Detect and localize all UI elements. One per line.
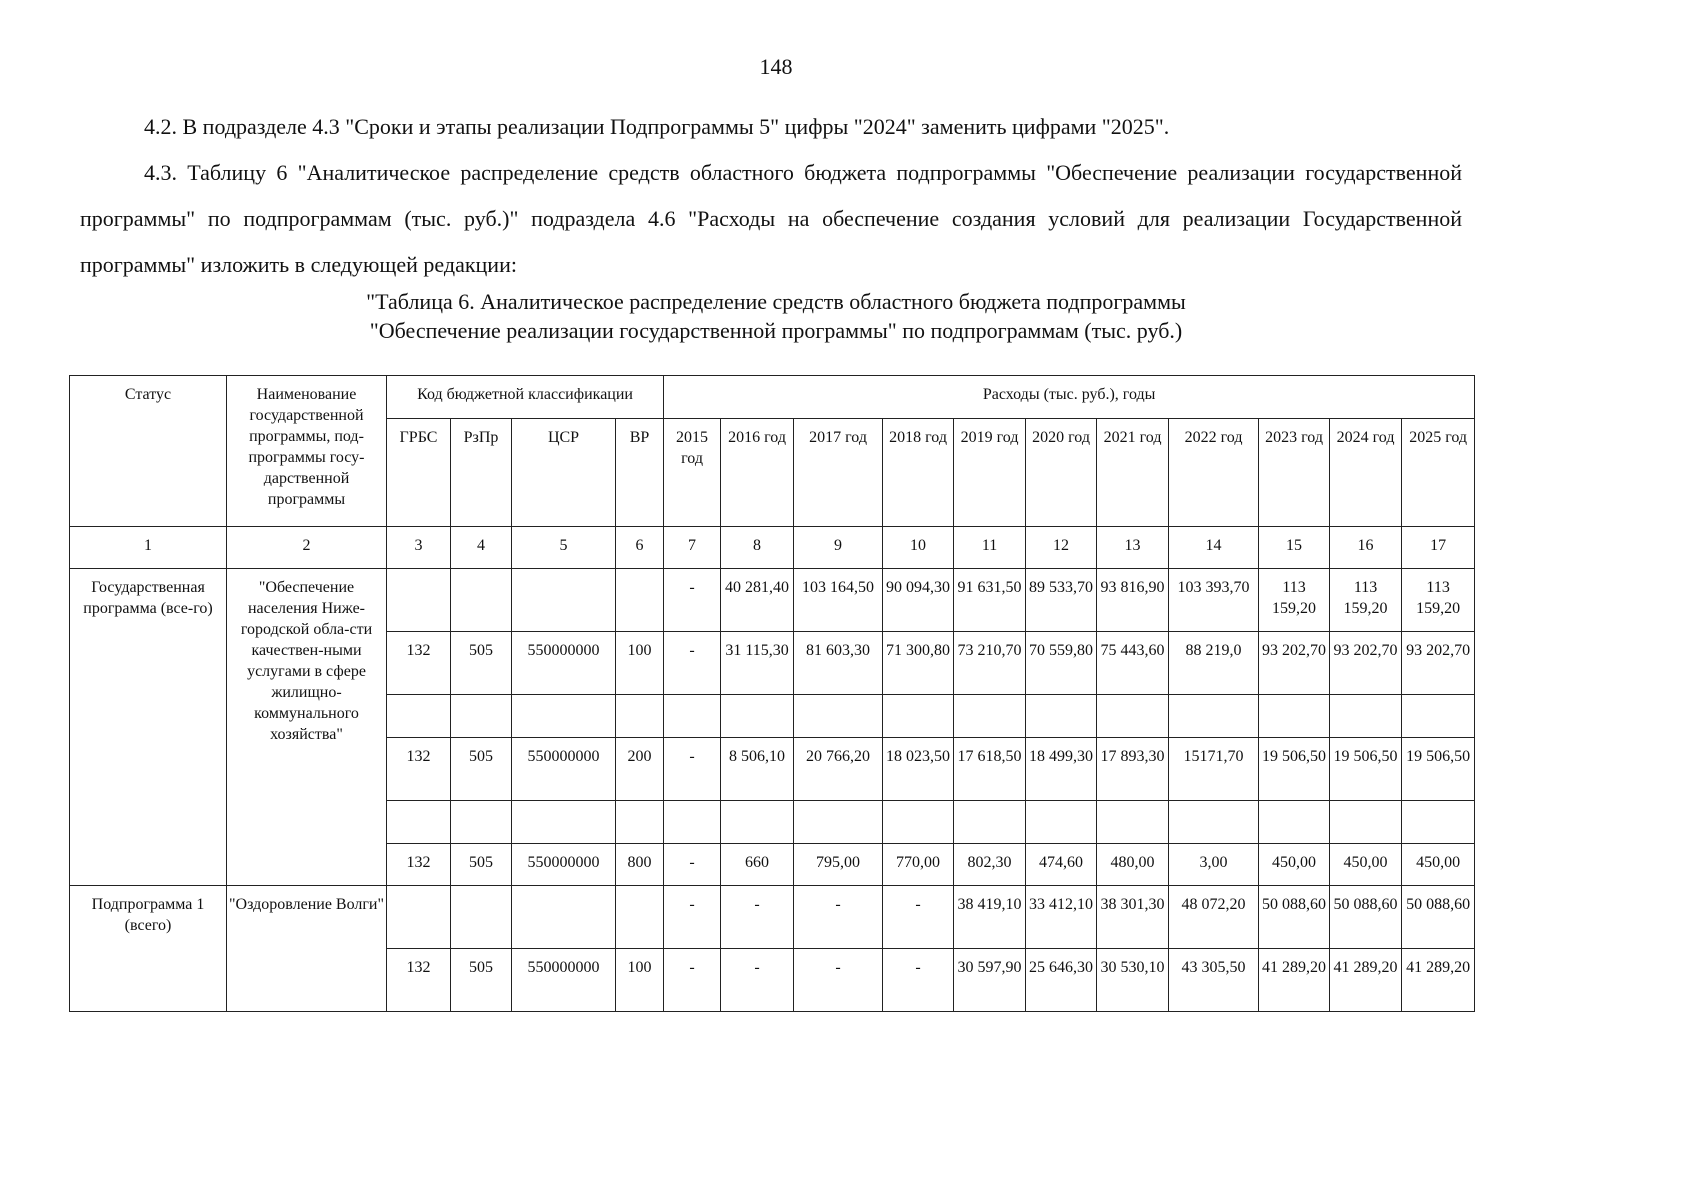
column-number-cell: 4 [451,527,512,569]
row-value-cell [1097,695,1169,738]
row-value-cell: 71 300,80 [883,632,954,695]
row-value-cell: - [794,949,883,1012]
paragraph-4-2: 4.2. В подразделе 4.3 "Сроки и этапы реализации Подпрограммы 5" цифры "2024" заменить цифрами "2025". [144,114,1170,139]
row-value-cell: 19 506,50 [1259,738,1330,801]
row-vr-cell: 200 [616,738,664,801]
row-value-cell: 15171,70 [1169,738,1259,801]
row-value-cell: 50 088,60 [1402,886,1475,949]
row-rzpr-cell: 505 [451,632,512,695]
row-value-cell: - [883,886,954,949]
row-value-cell: 41 289,20 [1402,949,1475,1012]
row-value-cell [883,695,954,738]
header-year-cell: 2020 год [1026,419,1097,527]
row-csr-cell: 550000000 [512,632,616,695]
row-value-cell [664,801,721,844]
row-value-cell: 17 618,50 [954,738,1026,801]
row-rzpr-cell: 505 [451,949,512,1012]
row-value-cell: 93 202,70 [1259,632,1330,695]
row-csr-cell: 550000000 [512,949,616,1012]
row-value-cell [1026,801,1097,844]
row-value-cell: 50 088,60 [1330,886,1402,949]
row-value-cell: - [664,844,721,886]
column-number-cell: 3 [387,527,451,569]
row-value-cell: - [721,886,794,949]
row-value-cell: 75 443,60 [1097,632,1169,695]
row-value-cell: 450,00 [1259,844,1330,886]
row-value-cell [721,801,794,844]
header-year-cell: 2024 год [1330,419,1402,527]
column-number-cell: 16 [1330,527,1402,569]
row-value-cell: 70 559,80 [1026,632,1097,695]
row-value-cell: 50 088,60 [1259,886,1330,949]
header-kbk-cell: РзПр [451,419,512,527]
row-value-cell [1097,801,1169,844]
header-year-cell: 2022 год [1169,419,1259,527]
row-name-cell: "Оздоровление Волги" [227,886,387,1012]
header-kbk-cell: ГРБС [387,419,451,527]
column-number-cell: 8 [721,527,794,569]
column-number-cell: 17 [1402,527,1475,569]
header-name: Наименование государственной программы, под-программы госу-дарственной программы [227,376,387,527]
row-value-cell: 38 301,30 [1097,886,1169,949]
row-value-cell: 19 506,50 [1402,738,1475,801]
header-status: Статус [70,376,227,527]
row-rzpr-cell [451,886,512,949]
row-value-cell: 73 210,70 [954,632,1026,695]
budget-table [69,375,1475,1012]
row-value-cell: 113 159,20 [1259,569,1330,632]
column-number-cell: 5 [512,527,616,569]
row-value-cell [1026,695,1097,738]
row-csr-cell [512,569,616,632]
row-value-cell: 480,00 [1097,844,1169,886]
row-value-cell: 103 393,70 [1169,569,1259,632]
row-value-cell: 33 412,10 [1026,886,1097,949]
row-grbs-cell: 132 [387,738,451,801]
row-csr-cell: 550000000 [512,738,616,801]
row-value-cell: 89 533,70 [1026,569,1097,632]
table-row [70,569,1475,632]
row-value-cell: 18 499,30 [1026,738,1097,801]
row-value-cell: 40 281,40 [721,569,794,632]
header-year-cell: 2016 год [721,419,794,527]
row-value-cell: 795,00 [794,844,883,886]
column-number-cell: 1 [70,527,227,569]
row-value-cell: 31 115,30 [721,632,794,695]
row-value-cell: 17 893,30 [1097,738,1169,801]
row-vr-cell: 100 [616,949,664,1012]
row-value-cell: 93 816,90 [1097,569,1169,632]
row-value-cell: - [664,738,721,801]
row-value-cell: 43 305,50 [1169,949,1259,1012]
column-number-cell: 14 [1169,527,1259,569]
row-value-cell [1169,801,1259,844]
row-status-cell: Государственная программа (все-го) [70,569,227,886]
row-grbs-cell: 132 [387,632,451,695]
header-year-cell: 2019 год [954,419,1026,527]
row-value-cell: - [664,949,721,1012]
table-caption [0,287,1552,345]
row-value-cell: 660 [721,844,794,886]
row-value-cell: 41 289,20 [1330,949,1402,1012]
row-value-cell: - [721,949,794,1012]
row-value-cell: 48 072,20 [1169,886,1259,949]
row-value-cell: - [664,886,721,949]
row-value-cell: 38 419,10 [954,886,1026,949]
row-value-cell [1402,695,1475,738]
paragraph-4-3: 4.3. Таблицу 6 "Аналитическое распределение средств областного бюджета подпрограммы "Обеспечение реализации государственной программы" по подпрограммам (тыс. руб.)" подраздела 4.6 "Расходы на обеспечение создания условий для реализации Государственной программы" изложить в следующей редакции: [80,160,1462,277]
column-number-cell: 13 [1097,527,1169,569]
row-csr-cell [512,695,616,738]
row-value-cell: 450,00 [1330,844,1402,886]
column-number-cell: 6 [616,527,664,569]
row-value-cell: 450,00 [1402,844,1475,886]
column-number-cell: 2 [227,527,387,569]
row-grbs-cell [387,695,451,738]
table-caption-line-2: "Обеспечение реализации государственной программы" по подпрограммам (тыс. руб.) [369,318,1183,343]
row-value-cell: 20 766,20 [794,738,883,801]
row-rzpr-cell: 505 [451,844,512,886]
row-value-cell: 81 603,30 [794,632,883,695]
row-grbs-cell [387,569,451,632]
row-value-cell: 113 159,20 [1402,569,1475,632]
row-value-cell: 30 530,10 [1097,949,1169,1012]
row-value-cell: 770,00 [883,844,954,886]
header-kbk-cell: ЦСР [512,419,616,527]
row-value-cell: 93 202,70 [1402,632,1475,695]
row-grbs-cell [387,801,451,844]
row-value-cell: 802,30 [954,844,1026,886]
row-value-cell: 8 506,10 [721,738,794,801]
row-value-cell [1259,801,1330,844]
row-csr-cell [512,801,616,844]
row-value-cell: 474,60 [1026,844,1097,886]
row-value-cell: 113 159,20 [1330,569,1402,632]
page-number: 148 [759,54,793,79]
header-kbk-group: Код бюджетной классификации [387,376,664,419]
header-kbk-cell: ВР [616,419,664,527]
row-vr-cell: 800 [616,844,664,886]
row-rzpr-cell: 505 [451,738,512,801]
row-grbs-cell: 132 [387,949,451,1012]
column-number-cell: 10 [883,527,954,569]
header-year-cell: 2023 год [1259,419,1330,527]
row-value-cell: 25 646,30 [1026,949,1097,1012]
row-csr-cell: 550000000 [512,844,616,886]
row-vr-cell [616,569,664,632]
row-rzpr-cell [451,801,512,844]
column-number-cell: 11 [954,527,1026,569]
row-value-cell: 103 164,50 [794,569,883,632]
row-value-cell [794,801,883,844]
row-rzpr-cell [451,569,512,632]
row-value-cell: 88 219,0 [1169,632,1259,695]
row-grbs-cell: 132 [387,844,451,886]
row-value-cell [664,695,721,738]
row-value-cell: 90 094,30 [883,569,954,632]
row-value-cell: 93 202,70 [1330,632,1402,695]
row-vr-cell [616,886,664,949]
table-caption-line-1: "Таблица 6. Аналитическое распределение средств областного бюджета подпрограммы [366,289,1186,314]
row-rzpr-cell [451,695,512,738]
column-number-cell: 9 [794,527,883,569]
row-value-cell: - [664,569,721,632]
row-value-cell [1259,695,1330,738]
row-vr-cell: 100 [616,632,664,695]
row-vr-cell [616,801,664,844]
row-grbs-cell [387,886,451,949]
column-number-cell: 15 [1259,527,1330,569]
table-row [70,886,1475,949]
row-value-cell: 18 023,50 [883,738,954,801]
row-value-cell [1169,695,1259,738]
row-value-cell: 3,00 [1169,844,1259,886]
row-value-cell [954,695,1026,738]
header-year-cell: 2018 год [883,419,954,527]
header-expenses-group: Расходы (тыс. руб.), годы [664,376,1475,419]
column-number-cell: 7 [664,527,721,569]
row-value-cell: - [883,949,954,1012]
row-value-cell: - [664,632,721,695]
header-year-cell: 2025 год [1402,419,1475,527]
row-value-cell: - [794,886,883,949]
row-value-cell [1402,801,1475,844]
row-value-cell [883,801,954,844]
row-vr-cell [616,695,664,738]
row-value-cell: 91 631,50 [954,569,1026,632]
row-status-cell: Подпрограмма 1 (всего) [70,886,227,1012]
row-name-cell: "Обеспечение населения Ниже-городской обла-сти качествен-ными услугами в сфере жилищно-коммунального хозяйства" [227,569,387,886]
row-value-cell [1330,801,1402,844]
header-year-cell: 2017 год [794,419,883,527]
row-csr-cell [512,886,616,949]
row-value-cell [794,695,883,738]
row-value-cell: 30 597,90 [954,949,1026,1012]
row-value-cell: 41 289,20 [1259,949,1330,1012]
column-number-cell: 12 [1026,527,1097,569]
row-value-cell [1330,695,1402,738]
row-value-cell [954,801,1026,844]
row-value-cell [721,695,794,738]
row-value-cell: 19 506,50 [1330,738,1402,801]
header-year-cell: 2021 год [1097,419,1169,527]
column-number-row [70,527,1475,569]
header-year-cell: 2015 год [664,419,721,527]
header-row-1 [70,376,1475,419]
